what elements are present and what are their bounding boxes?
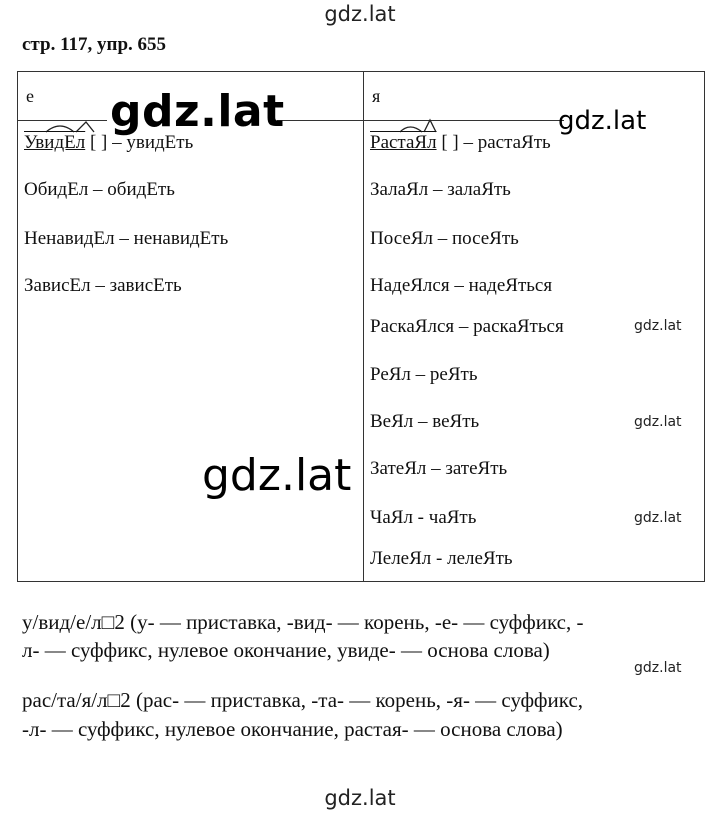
morpheme-note-2-line1: рас/та/я/л□2 (рас- — приставка, -та- — корень, -я- — суффикс,	[22, 688, 584, 712]
word-e-1: УвидЕл	[24, 132, 86, 153]
watermark-right-header: gdz.lat	[558, 106, 647, 136]
row-ya-5: РаскаЯлся – раскаЯться	[370, 316, 564, 337]
watermark-small-3: gdz.lat	[634, 510, 682, 526]
morpheme-note-2-line2: -л- — суффикс, нулевое окончание, растая- — основа слова)	[22, 717, 563, 741]
watermark-small-2: gdz.lat	[634, 414, 682, 430]
watermark-top: gdz.lat	[324, 2, 396, 26]
rest-ya-1: [ ] – растаЯть	[441, 132, 551, 153]
row-e-3: НенавидЕл – ненавидЕть	[24, 228, 229, 249]
row-ya-2: ЗалаЯл – залаЯть	[370, 179, 511, 200]
table-column-divider	[363, 71, 364, 582]
watermark-large: gdz.lat	[110, 86, 285, 137]
column-header-e: е	[26, 86, 34, 106]
watermark-small-1: gdz.lat	[634, 318, 682, 334]
watermark-small-4: gdz.lat	[634, 660, 682, 676]
page-heading: стр. 117, упр. 655	[22, 34, 167, 55]
header-rule-middle	[277, 120, 367, 121]
row-e-4: ЗависЕл – зависЕть	[24, 275, 182, 296]
row-ya-6: РеЯл – реЯть	[370, 364, 478, 385]
row-ya-1	[370, 132, 551, 154]
watermark-bottom: gdz.lat	[324, 786, 396, 810]
row-ya-10: ЛелеЯл - лелеЯть	[370, 548, 513, 569]
watermark-center: gdz.lat	[202, 450, 352, 501]
row-ya-7: ВеЯл – веЯть	[370, 411, 480, 432]
morpheme-note-1-line2: л- — суффикс, нулевое окончание, увиде- — основа слова)	[22, 638, 550, 662]
row-ya-8: ЗатеЯл – затеЯть	[370, 458, 508, 479]
morpheme-note-1-line1: у/вид/е/л□2 (у- — приставка, -вид- — корень, -е- — суффикс, -	[22, 610, 584, 634]
row-e-2: ОбидЕл – обидЕть	[24, 179, 175, 200]
row-ya-4: НадеЯлся – надеЯться	[370, 275, 553, 296]
word-ya-1: РастаЯл	[370, 132, 437, 153]
column-header-ya: я	[372, 86, 381, 106]
row-e-1	[24, 132, 193, 154]
row-ya-9: ЧаЯл - чаЯть	[370, 507, 477, 528]
rest-e-1: [ ] – увидЕть	[89, 132, 194, 153]
row-ya-3: ПосеЯл – посеЯть	[370, 228, 519, 249]
